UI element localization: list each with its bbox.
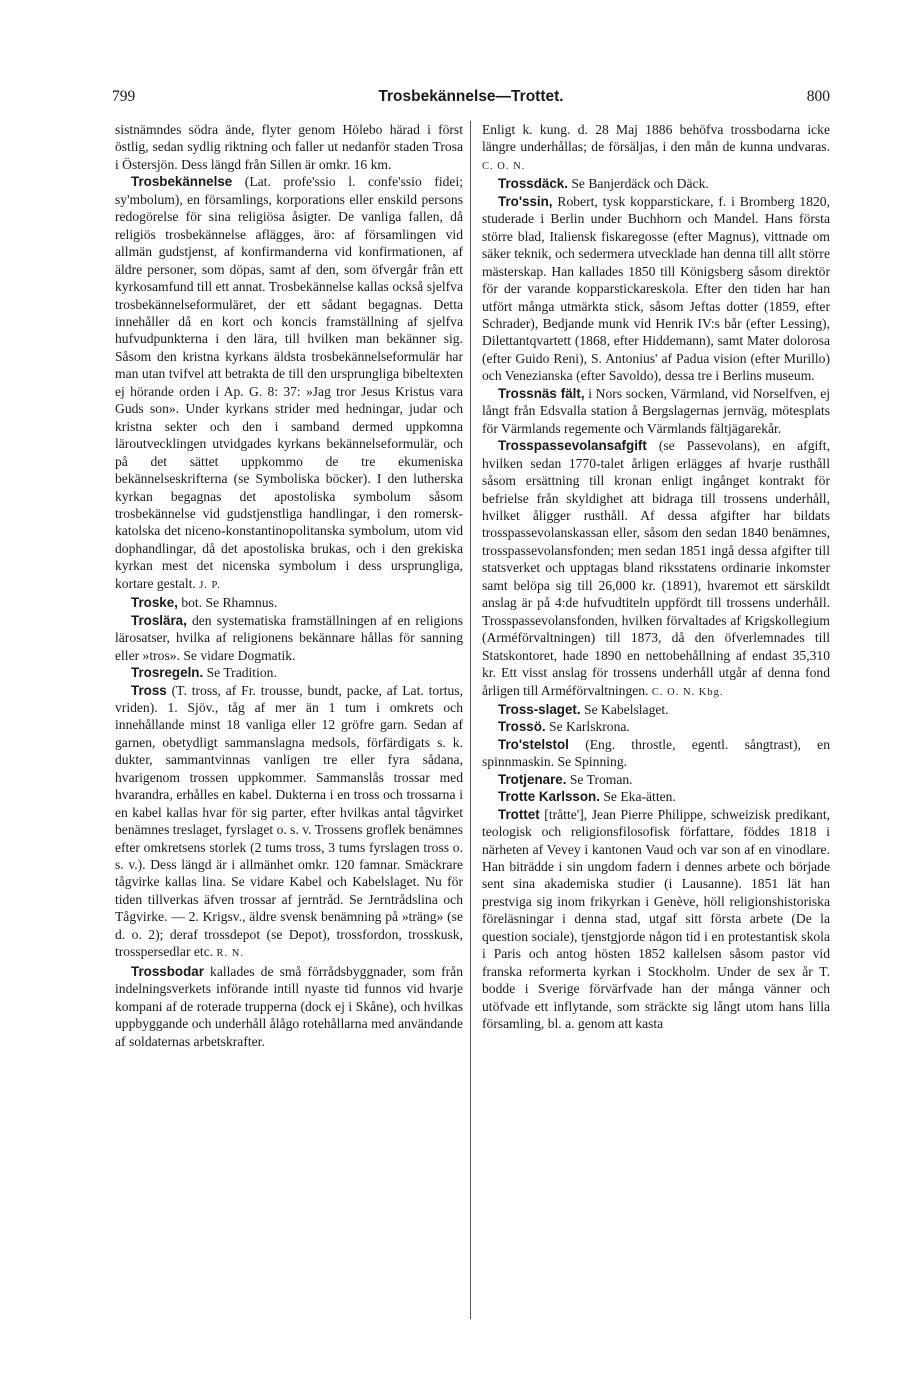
entry-troske bbox=[115, 594, 463, 611]
entry-text: (se Passevolans), en afgift, hvilken sedan 1770-talet årligen erlägges af hvarje rusthåll såsom ersättning till kronan enligt ingånget kontrakt för befrielse från skyldighet att bidraga till trossens underhåll, hvilket åligger rusthåll. Af dessa afgifter har bildats trosspassevolanskassan eller, såsom den sedan 1840 benämnes, trosspassevolansfonden; men sedan 1851 ingå dessa afgifter till statsverket och upptagas bland riksstatens ordinarie inkomster samt belöpa sig till 26,000 kr. (1891), hvaremot ett särskildt anslag är på 4:de hufvudtiteln uppfördt till trossens underhåll. Trosspassevolansfonden, hvilken förvaltades af Krigskollegium (Arméförvaltningen) till 1873, då den öfverlemnades till Statskontoret, hade 1890 en nettobehållning af endast 35,310 kr. Ett visst anslag för trossens underhåll utgår af denna fond årligen till Arméförvaltningen. bbox=[482, 438, 830, 698]
column-divider bbox=[470, 121, 471, 1319]
entry-text: kallades de små förrådsbyggnader, som från indelningsverkets införande intill nyaste tid funnos vid hvarje kompani af de roterade trupperna (dock ej i Skåne), och hvilkas uppbyggande och underhåll ålågo rotehållarna med användande af soldaternas arbetskrafter. bbox=[115, 963, 463, 1049]
entry-signature: C. O. N. Kbg. bbox=[651, 686, 724, 698]
entry-text: i Nors socken, Värmland, vid Norselfven, ej långt från Edsvalla station å Bergslagernas jernväg, mötesplats för Värmlands regemente och Värmlands fältjägarekår. bbox=[482, 385, 831, 436]
entry-headword: Trotte Karlsson. bbox=[498, 789, 600, 805]
entry-headword: Troske, bbox=[131, 595, 178, 611]
entry-headword: Tross bbox=[131, 682, 167, 698]
entry-headword: Trosregeln. bbox=[131, 665, 204, 681]
entry-trosregeln bbox=[115, 664, 463, 681]
entry-text: Se Kabelslaget. bbox=[584, 701, 669, 717]
entry-text: [tråtte'], Jean Pierre Philippe, schweizisk predikant, teologisk och religionsfilosofisk författare, föddes 1818 i närheten af Vevey i kantonen Vaud och var son af en vinodlare. Han biträdde i sin ungdom fadern i dennes arbete och började sent sina akademiska studier (i Lausanne). 1851 lät han prestviga sig inom frikyrkan i Genève, höll religionshistoriska föreläsningar i denna stad, utgaf sitt första arbete (De la question sociale), tjenstgjorde någon tid i en protestantisk skola i Paris och antog hösten 1852 kallelsen såsom pastor vid franska reformerta kyrkan i Stockholm. Under de sex år T. bodde i Sverige förvärfvade han der många vänner och utöfvade ett inflytande, som sträckte sig långt utom hans lilla församling, bl. a. genom att kasta bbox=[482, 806, 830, 1032]
entry-headword: Trottet bbox=[498, 806, 540, 822]
page-number-left: 799 bbox=[112, 88, 136, 105]
entry-headword: Tro'ssin, bbox=[498, 193, 553, 209]
entry-continuation bbox=[115, 121, 463, 173]
entry-headword: Troslära, bbox=[131, 612, 187, 628]
entry-trosspassevolansafgift bbox=[482, 437, 830, 701]
running-title: Trosbekännelse—Trottet. bbox=[378, 88, 564, 105]
entry-headword: Trossdäck. bbox=[498, 176, 568, 192]
entry-troslara bbox=[115, 612, 463, 664]
entry-trosbekannelse bbox=[115, 173, 463, 594]
entry-trossin bbox=[482, 193, 830, 385]
entry-text: Enligt k. kung. d. 28 Maj 1886 behöfva trossbodarna icke längre underhållas; de försäljas, i den mån de kunna undvaras. bbox=[482, 122, 830, 155]
entry-trottet bbox=[482, 806, 830, 1033]
entry-continuation bbox=[482, 121, 830, 175]
entry-text: (Eng. throstle, egentl. sångtrast), en spinnmaskin. Se Spinning. bbox=[482, 736, 830, 770]
entry-text: bot. Se Rhamnus. bbox=[181, 595, 278, 611]
right-column bbox=[482, 121, 830, 1033]
entry-trossbodar bbox=[115, 963, 463, 1050]
entry-headword: Trotjenare. bbox=[498, 771, 567, 787]
entry-signature: C. O. N. bbox=[482, 160, 526, 172]
entry-trostelstol bbox=[482, 736, 830, 771]
entry-trosso bbox=[482, 718, 830, 735]
entry-text: (Lat. profe'ssio l. confe'ssio fidei; sy'mbolum), en församlings, korporations eller enskild persons redogörelse för sina religiösa åsigter. De vanliga fallen, då religiös trosbekännelse aflägges, äro: af församlingen vid allmän gudstjenst, af konfirmanderna vid konfirmationen, af äldre personer, som döpas, samt af den, som öfvergår från ett kyrkosamfund till ett annat. Trosbekännelse kallas också sjelfva trosbekännelseformuläret, der ett sådant begagnas. Detta innehåller då en kort och koncis framställning af sjelfva hufvudpunkterna i den lära, till hvilken man bekänner sig. Såsom den kristna kyrkans äldsta trosbekännelseformulär har man utan tvifvel att betrakta de till den ursprungliga bibeltexten ej hörande orden i Ap. G. 8: 37: »Jag tror Jesus Kristus vara Guds son». Under kyrkans strider med hedningar, judar och kristna sekter och den i samband dermed uppkomna läroutvecklingen utvidgades kyrkans bekännelseformulär, och på det sättet uppkommo de tre ekumeniska bekännelseskrifterna (se Symboliska böcker). I den lutherska kyrkan begagnas det apostoliska symbolum såsom trosbekännelse vid gudstjenstliga handlingar, i den romersk-katolska det niceno-konstantinopolitanska symbolum, utom vid dophandlingar, då det apostoliska brukas, och i den grekiska kyrkan mest det nicenska symbolum i dess ursprungliga, kortare gestalt. bbox=[115, 174, 463, 591]
entry-tross bbox=[115, 682, 463, 963]
entry-text: Se Eka-ätten. bbox=[603, 789, 676, 805]
entry-text: Se Banjerdäck och Däck. bbox=[571, 176, 709, 192]
entry-text: Robert, tysk kopparstickare, f. i Bromberg 1820, studerade i Berlin under Buchhorn och Mandel. Hans första större blad, Italiensk fiskaregosse (efter Magnus), vittnade om säker teknik, och sedermera utvecklade han denna till allt större mästerskap. Han kallades 1850 till Königsberg såsom direktör för der varande kopparstickareskola. Efter den tiden har han utfört många utmärkta stick, såsom Jeftas dotter (1859, efter Schrader), Bedjande munk vid Henrik IV:s bår (efter Lessing), Dilettantqvartett (1868, efter Hiddemann), samt Mater dolorosa (efter Guido Reni), S. Antonius' af Padua vision (efter Murillo) och Venezianska (efter Savoldo), dessa tre i Berlins museum. bbox=[482, 193, 830, 384]
entry-signature: R. N. bbox=[216, 948, 245, 960]
entry-headword: Trossbodar bbox=[131, 963, 204, 979]
entry-trossdack bbox=[482, 175, 830, 192]
entry-text: (T. tross, af Fr. trousse, bundt, packe, af Lat. tortus, vriden). 1. Sjöv., tåg af mer än 1 tum i omkrets och innehållande minst 18 vanliga eller 12 gröfre garn. Sedan af garnen, obetydligt sammanslagna medsols, förfärdigats s. k. dukter, sammantvinnas vanligen tre eller fyra sådana, hvarigenom trossen uppkommer. Sammanslås trossar med hvarandra, erhålles en kabel. Dukterna i en tross och trossarna i en kabel kallas hvar för sig parter, efter hvilkas antal tågvirket benämnes treslaget, fyrslaget o. s. v. Trossens groflek benämnes efter omkretsens storlek (2 tums tross, 3 tums fyrslagen tross o. s. v.). Dess längd är i allmänhet omkr. 120 famnar. Smäckrare tågvirke kallas lina. Se vidare Kabel och Kabelslaget. Nu för tiden tillverkas äfven trossar af jerntråd. Se Jerntrådslina och Tågvirke. — 2. Krigsv., äldre svensk benämning på »träng» (se d. o. 2); deraf trossdepot (se Depot), trossfordon, trosskusk, trosspersedlar etc. bbox=[115, 682, 463, 960]
entry-trotjenare bbox=[482, 771, 830, 788]
entry-headword: Tro'stelstol bbox=[498, 736, 569, 752]
entry-text: den systematiska framställningen af en religions lärosatser, hvilka af religionens bekännare hållas för sanning eller »tros». Se vidare Dogmatik. bbox=[115, 612, 463, 663]
entry-trotte-karlsson bbox=[482, 788, 830, 805]
entry-trossnas-falt bbox=[482, 385, 830, 437]
running-header bbox=[112, 88, 830, 112]
left-column bbox=[115, 121, 463, 1050]
entry-tross-slaget bbox=[482, 701, 830, 718]
entry-headword: Trosbekännelse bbox=[131, 174, 233, 190]
entry-headword: Trossnäs fält, bbox=[498, 385, 585, 401]
entry-text: Se Karlskrona. bbox=[549, 719, 630, 735]
entry-text: Se Troman. bbox=[569, 771, 633, 787]
entry-headword: Trosspassevolansafgift bbox=[498, 438, 647, 454]
entry-headword: Tross-slaget. bbox=[498, 701, 581, 717]
entry-headword: Trossö. bbox=[498, 719, 546, 735]
page-number-right: 800 bbox=[806, 88, 830, 105]
entry-text: Se Tradition. bbox=[206, 665, 277, 681]
entry-text: sistnämndes södra ände, flyter genom Hölebo härad i först östlig, sedan sydlig riktning och faller ut nedanför staden Trosa i Östersjön. Dess längd från Sillen är omkr. 16 km. bbox=[115, 122, 463, 172]
entry-signature: J. P. bbox=[199, 579, 221, 591]
